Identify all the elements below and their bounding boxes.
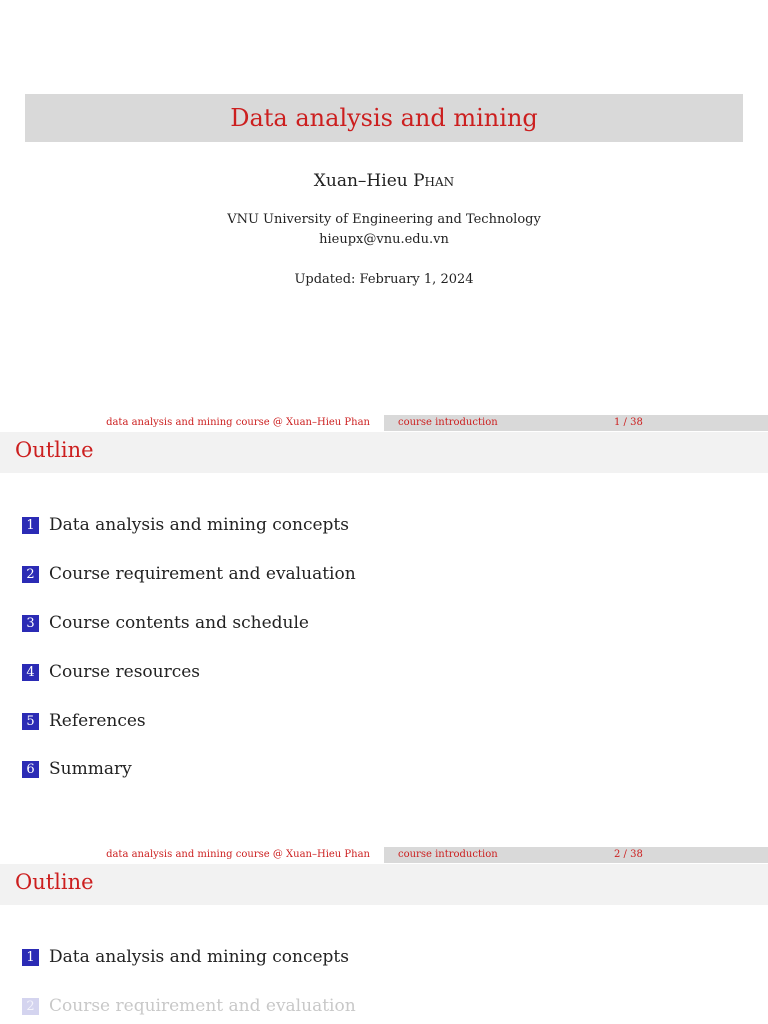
outline-item-label: Data analysis and mining concepts [49, 515, 349, 535]
frame-title: Outline [15, 438, 94, 462]
author-first-name: Xuan–Hieu [313, 171, 414, 191]
slide-footer-2 [0, 847, 768, 863]
section-number-badge: 5 [22, 713, 39, 730]
section-number-badge: 3 [22, 615, 39, 632]
section-number-badge: 4 [22, 664, 39, 681]
author-last-name: Phan [413, 171, 455, 191]
footer-left-panel [0, 847, 384, 863]
frame-title-bar [0, 864, 768, 905]
outline-item-2[interactable] [22, 564, 356, 584]
outline-item-label: Course contents and schedule [49, 613, 309, 633]
author-email: hieupx@vnu.edu.vn [319, 232, 449, 247]
author-name [0, 171, 768, 191]
section-number-badge: 1 [22, 949, 39, 966]
outline-item-label: Course requirement and evaluation [49, 996, 356, 1016]
footer-page-number: 2 / 38 [614, 849, 643, 860]
footer-right-panel [384, 415, 768, 431]
section-number-badge: 2 [22, 566, 39, 583]
section-number-badge: 1 [22, 517, 39, 534]
updated-date: Updated: February 1, 2024 [294, 272, 474, 287]
outline-item-1-current[interactable] [22, 947, 349, 967]
title-banner [25, 94, 743, 142]
footer-left-panel [0, 415, 384, 431]
footer-section: course introduction [398, 417, 498, 428]
slide-footer-1 [0, 415, 768, 431]
footer-right-panel [384, 847, 768, 863]
section-number-badge: 6 [22, 761, 39, 778]
outline-item-label: References [49, 711, 146, 731]
section-number-badge: 2 [22, 998, 39, 1015]
frame-title: Outline [15, 870, 94, 894]
outline-item-label: Course resources [49, 662, 201, 682]
outline-item-1[interactable] [22, 515, 349, 535]
footer-course-author: data analysis and mining course @ Xuan–Hieu Phan [106, 417, 370, 428]
outline-item-label: Course requirement and evaluation [49, 564, 356, 584]
outline-item-label: Summary [49, 759, 132, 779]
presentation-title: Data analysis and mining [230, 104, 538, 132]
footer-section: course introduction [398, 849, 498, 860]
institution: VNU University of Engineering and Technology [227, 212, 541, 227]
footer-course-author: data analysis and mining course @ Xuan–Hieu Phan [106, 849, 370, 860]
outline-item-3[interactable] [22, 613, 309, 633]
frame-title-bar [0, 432, 768, 473]
outline-item-6[interactable] [22, 759, 132, 779]
outline-item-label: Data analysis and mining concepts [49, 947, 349, 967]
outline-item-4[interactable] [22, 662, 200, 682]
footer-page-number: 1 / 38 [614, 417, 643, 428]
outline-item-5[interactable] [22, 711, 146, 731]
outline-item-2-dimmed[interactable] [22, 996, 356, 1016]
